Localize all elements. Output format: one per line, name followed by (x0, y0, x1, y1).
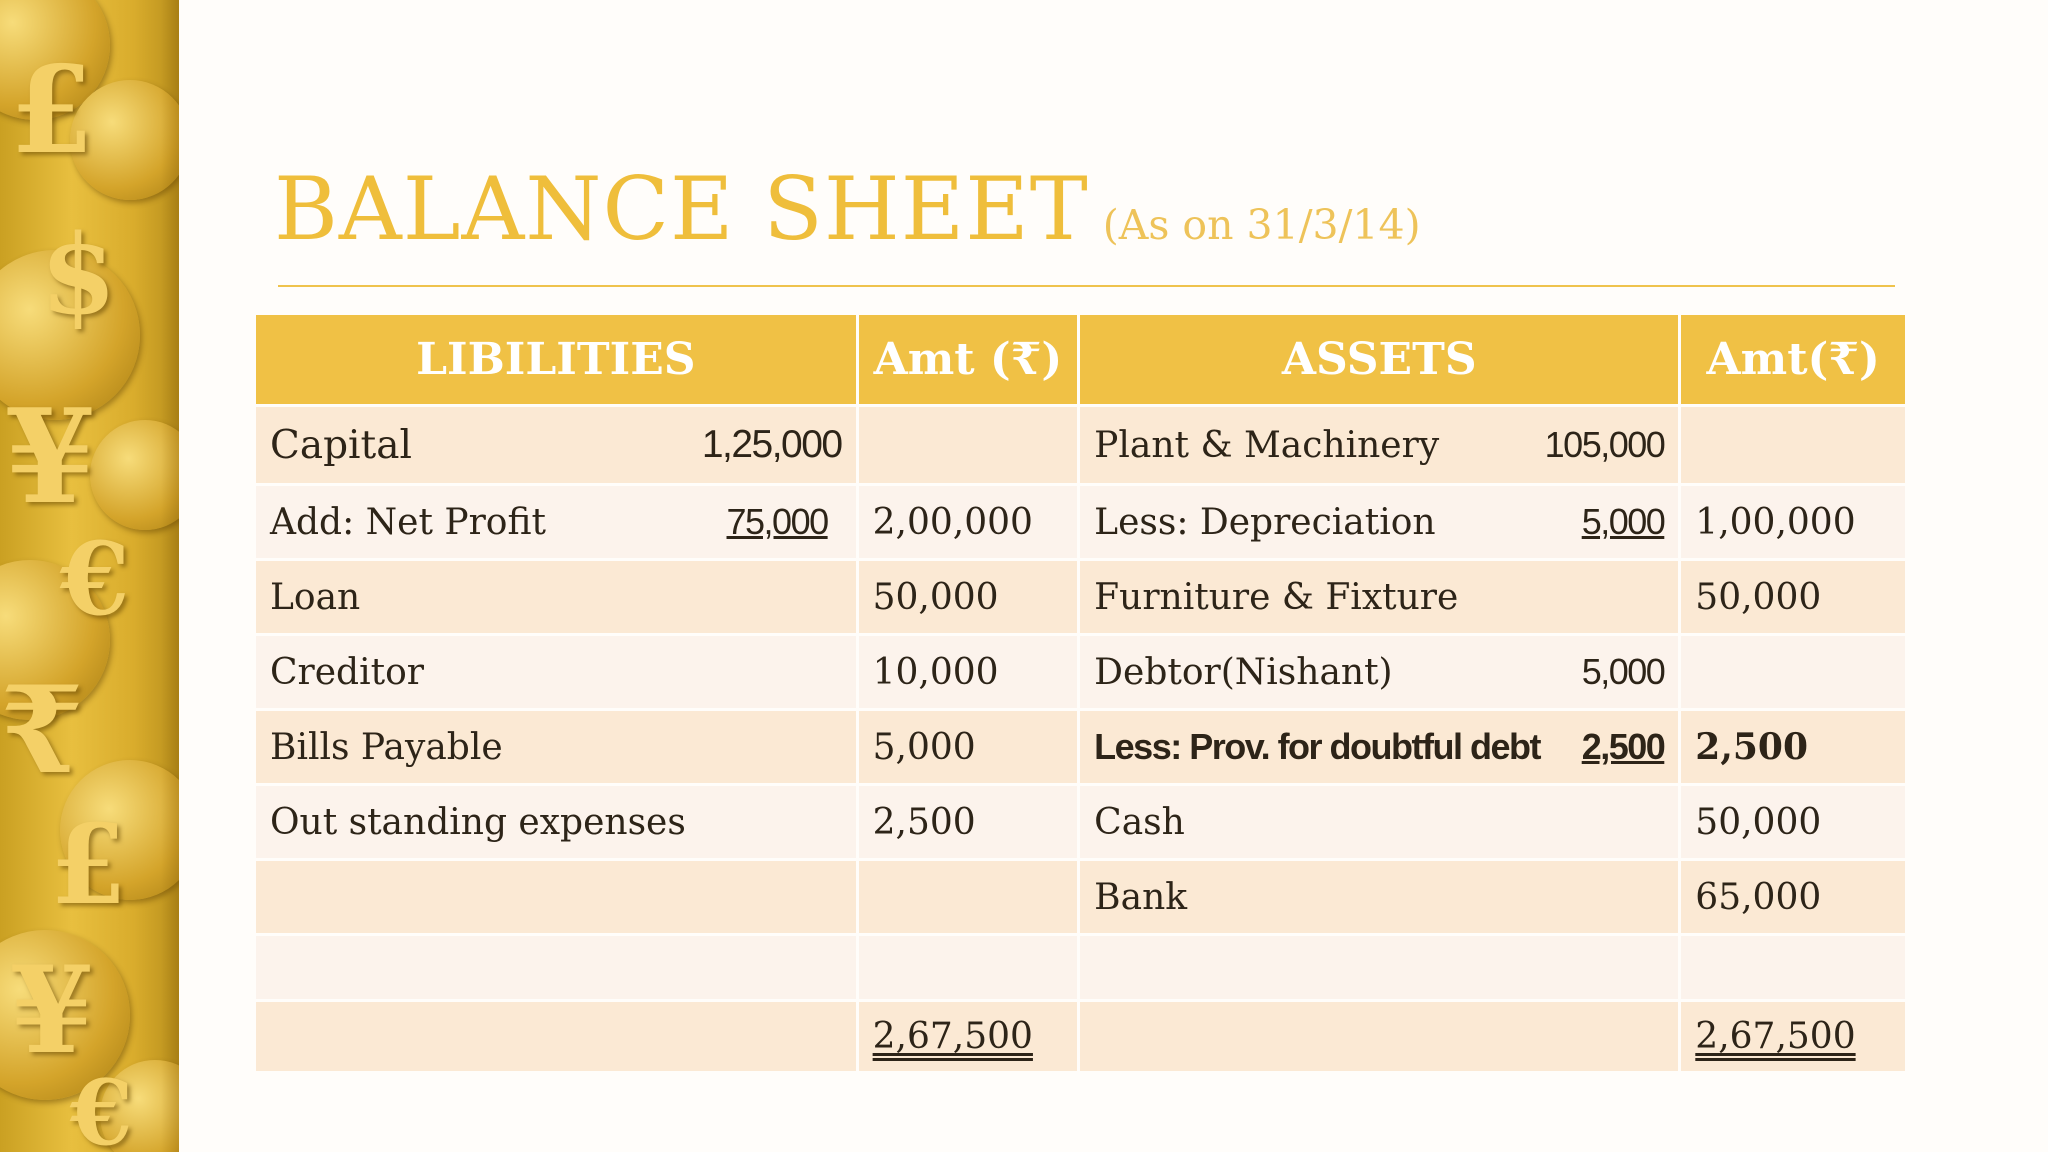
euro-symbol-icon: € (60, 520, 130, 638)
table-row (256, 935, 1907, 1001)
asset-sub-amount: 5,000 (1581, 501, 1665, 542)
table-row (256, 710, 1907, 785)
asset-amount: 65,000 (1680, 860, 1907, 935)
liability-cell (256, 785, 857, 860)
liability-amount (857, 406, 1079, 485)
liability-cell (256, 860, 857, 935)
totals-blank-cell (256, 1001, 857, 1073)
euro-symbol-icon: € (70, 1060, 133, 1152)
asset-cell (1079, 860, 1680, 935)
liability-amount: 5,000 (857, 710, 1079, 785)
dollar-symbol-icon: $ (40, 210, 117, 339)
liability-amount: 2,500 (857, 785, 1079, 860)
liability-label: Creditor (270, 651, 424, 693)
liability-label: Bills Payable (270, 726, 503, 768)
pound-symbol-icon: £ (10, 40, 94, 181)
asset-cell (1079, 935, 1680, 1001)
table-row (256, 860, 1907, 935)
liability-cell (256, 710, 857, 785)
liability-label: Add: Net Profit (270, 501, 546, 543)
yen-symbol-icon: ¥ (10, 940, 94, 1081)
asset-cell (1079, 485, 1680, 560)
liability-label: Loan (270, 576, 361, 618)
liability-label: Out standing expenses (270, 801, 686, 843)
yen-symbol-icon: ¥ (5, 380, 96, 533)
asset-amount (1680, 935, 1907, 1001)
liability-cell (256, 485, 857, 560)
table-row (256, 485, 1907, 560)
table-row (256, 785, 1907, 860)
strip-edge-shade (161, 0, 179, 1152)
totals-row (256, 1001, 1907, 1073)
liability-total: 2,67,500 (872, 1016, 1033, 1057)
asset-label: Bank (1094, 876, 1188, 918)
liability-cell (256, 560, 857, 635)
liability-cell (256, 406, 857, 485)
table-row (256, 560, 1907, 635)
asset-cell (1079, 785, 1680, 860)
table-row (256, 635, 1907, 710)
liability-amount: 50,000 (857, 560, 1079, 635)
decorative-currency-strip (0, 0, 179, 1152)
asset-amount: 2,500 (1680, 710, 1907, 785)
table-row (256, 406, 1907, 485)
header-amount-right: Amt(₹) (1680, 315, 1907, 406)
header-liabilities: LIBILITIES (256, 315, 857, 406)
liability-sub-amount: 75,000 (726, 501, 828, 542)
asset-label: Plant & Machinery (1094, 424, 1440, 466)
liability-cell (256, 935, 857, 1001)
liability-cell (256, 635, 857, 710)
asset-label: Furniture & Fixture (1094, 576, 1459, 618)
title-subtitle: (As on 31/3/14) (1102, 201, 1421, 249)
asset-label: Less: Prov. for doubtful debt (1094, 726, 1540, 767)
asset-cell (1079, 406, 1680, 485)
rupee-symbol-icon: ₹ (0, 660, 84, 801)
asset-label: Less: Depreciation (1094, 501, 1436, 543)
asset-total-cell (1680, 1001, 1907, 1073)
asset-sub-amount: 2,500 (1581, 726, 1665, 767)
asset-label: Debtor(Nishant) (1094, 651, 1393, 693)
liability-amount: 10,000 (857, 635, 1079, 710)
page-title (274, 158, 1421, 260)
asset-sub-amount: 5,000 (1581, 651, 1665, 692)
liability-amount (857, 860, 1079, 935)
header-amount-left: Amt (₹) (857, 315, 1079, 406)
liability-sub-amount: 1,25,000 (701, 423, 842, 466)
asset-amount: 50,000 (1680, 560, 1907, 635)
asset-cell (1079, 635, 1680, 710)
asset-amount (1680, 406, 1907, 485)
asset-amount: 1,00,000 (1680, 485, 1907, 560)
asset-label: Cash (1094, 801, 1185, 843)
asset-amount: 50,000 (1680, 785, 1907, 860)
header-row (256, 315, 1907, 406)
pound-symbol-icon: £ (50, 800, 127, 929)
asset-cell (1079, 560, 1680, 635)
liability-total-cell (857, 1001, 1079, 1073)
totals-blank-cell (1079, 1001, 1680, 1073)
header-assets: ASSETS (1079, 315, 1680, 406)
liability-amount: 2,00,000 (857, 485, 1079, 560)
asset-sub-amount: 105,000 (1544, 424, 1665, 465)
title-divider (278, 285, 1895, 287)
liability-label: Capital (270, 422, 412, 468)
asset-total: 2,67,500 (1695, 1016, 1856, 1057)
title-main: BALANCE SHEET (274, 158, 1089, 260)
balance-sheet-table (256, 315, 1908, 1074)
asset-cell (1079, 710, 1680, 785)
asset-amount (1680, 635, 1907, 710)
liability-amount (857, 935, 1079, 1001)
